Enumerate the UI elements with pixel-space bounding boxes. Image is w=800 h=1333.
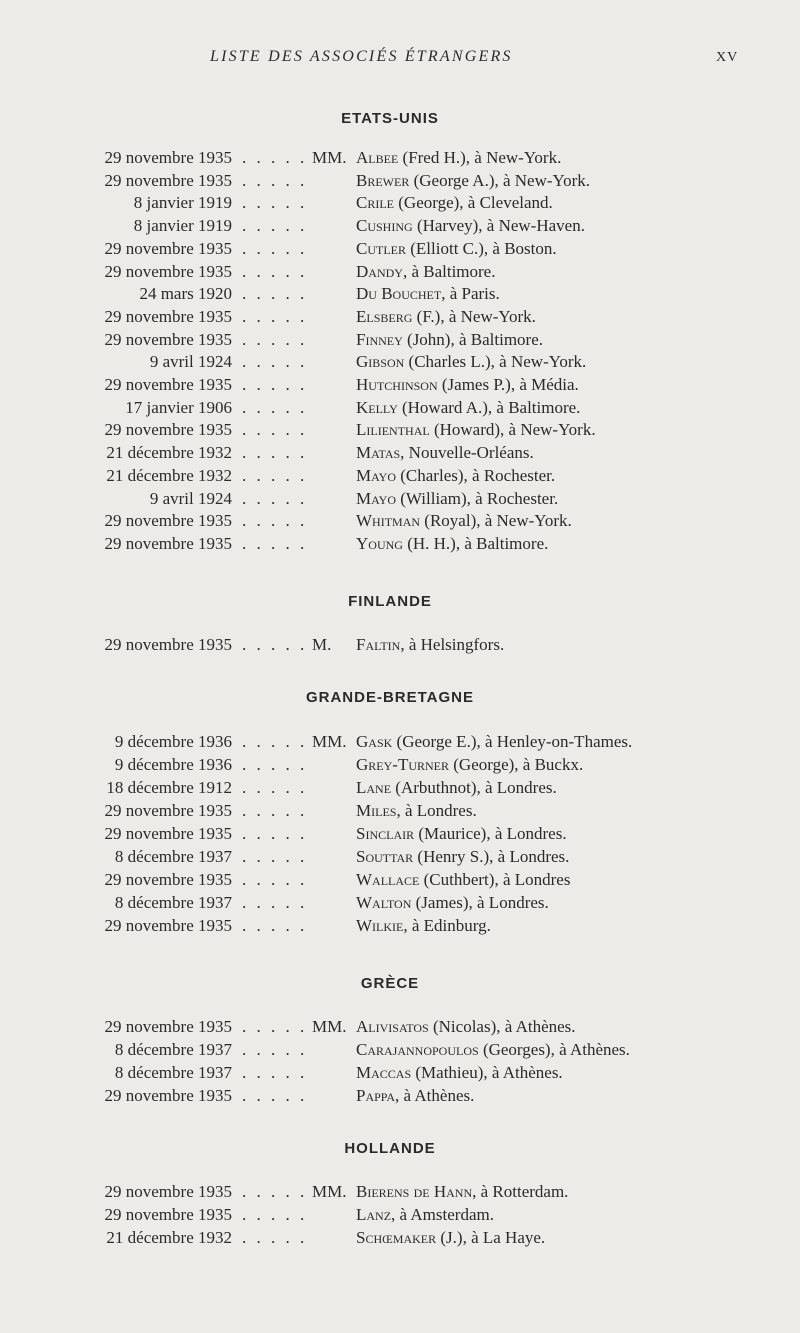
dot-leader: . . . . . <box>242 466 308 485</box>
dot-leader: . . . . . <box>242 916 308 935</box>
given-name-and-city: (Nicolas), à Athènes. <box>428 1017 576 1036</box>
surname: Young <box>356 534 403 553</box>
dot-leader: . . . . . <box>242 778 308 797</box>
surname: Pappa <box>356 1086 396 1105</box>
dot-leader: . . . . . <box>242 511 308 530</box>
associate-name <box>356 418 596 441</box>
given-name-and-city: , à Edinburg. <box>403 916 491 935</box>
dot-leader: . . . . . <box>242 755 308 774</box>
list-item <box>0 418 800 441</box>
list-item <box>0 396 800 419</box>
honorific: M. <box>312 635 332 654</box>
surname: Walton <box>356 893 412 912</box>
page-number: XV <box>716 50 739 65</box>
election-date: 29 novembre 1935 <box>104 307 232 326</box>
associate-name <box>356 305 536 328</box>
associate-name <box>356 487 558 510</box>
election-date: 29 novembre 1935 <box>104 870 232 889</box>
election-date: 29 novembre 1935 <box>104 511 232 530</box>
list-item <box>0 845 800 868</box>
election-date: 9 avril 1924 <box>149 352 232 371</box>
list-item <box>0 373 800 396</box>
election-date: 24 mars 1920 <box>139 284 232 303</box>
surname: Brewer <box>356 171 410 190</box>
given-name-and-city: (Royal), à New-York. <box>420 511 572 530</box>
list-item <box>0 464 800 487</box>
dot-leader: . . . . . <box>242 1228 308 1247</box>
election-date: 9 décembre 1936 <box>114 732 232 751</box>
given-name-and-city: (Mathieu), à Athènes. <box>411 1063 563 1082</box>
dot-leader: . . . . . <box>242 1086 308 1105</box>
associate-name <box>356 191 553 214</box>
associate-name <box>356 1203 494 1226</box>
associate-name <box>356 509 572 532</box>
given-name-and-city: (Howard), à New-York. <box>429 420 596 439</box>
list-item <box>0 633 800 656</box>
given-name-and-city: , Nouvelle-Orléans. <box>400 443 534 462</box>
election-date: 21 décembre 1932 <box>106 443 232 462</box>
election-date: 8 décembre 1937 <box>114 847 232 866</box>
surname: Elsberg <box>356 307 413 326</box>
given-name-and-city: (Arbuthnot), à Londres. <box>391 778 557 797</box>
list-item <box>0 532 800 555</box>
dot-leader: . . . . . <box>242 239 308 258</box>
dot-leader: . . . . . <box>242 1205 308 1224</box>
election-date: 29 novembre 1935 <box>104 534 232 553</box>
given-name-and-city: (Fred H.), à New-York. <box>398 148 562 167</box>
honorific: MM. <box>312 1182 347 1201</box>
section-title: HOLLANDE <box>344 1140 436 1157</box>
given-name-and-city: (Cuthbert), à Londres <box>419 870 571 889</box>
given-name-and-city: , à Amsterdam. <box>391 1205 494 1224</box>
given-name-and-city: (James P.), à Média. <box>437 375 579 394</box>
surname: Crile <box>356 193 394 212</box>
dot-leader: . . . . . <box>242 171 308 190</box>
surname: Albee <box>356 148 399 167</box>
election-date: 29 novembre 1935 <box>104 1205 232 1224</box>
surname: Finney <box>356 330 403 349</box>
dot-leader: . . . . . <box>242 330 308 349</box>
associate-name <box>356 822 567 845</box>
associate-name <box>356 260 495 283</box>
list-item <box>0 214 800 237</box>
honorific: MM. <box>312 1017 347 1036</box>
associate-name <box>356 1038 630 1061</box>
given-name-and-city: (George A.), à New-York. <box>409 171 591 190</box>
associate-name <box>356 730 632 753</box>
list-item <box>0 799 800 822</box>
surname: Kelly <box>356 398 398 417</box>
section-title: GRANDE-BRETAGNE <box>305 689 475 706</box>
associate-name <box>356 328 543 351</box>
dot-leader: . . . . . <box>242 262 308 281</box>
election-date: 9 décembre 1936 <box>114 755 232 774</box>
election-date: 29 novembre 1935 <box>104 1086 232 1105</box>
election-date: 8 janvier 1919 <box>133 193 232 212</box>
associate-name <box>356 914 491 937</box>
election-date: 18 décembre 1912 <box>106 778 232 797</box>
list-item <box>0 191 800 214</box>
associate-name <box>356 237 557 260</box>
election-date: 29 novembre 1935 <box>104 824 232 843</box>
list-item <box>0 169 800 192</box>
dot-leader: . . . . . <box>242 824 308 843</box>
dot-leader: . . . . . <box>242 1017 308 1036</box>
election-date: 29 novembre 1935 <box>104 239 232 258</box>
associate-name <box>356 776 557 799</box>
dot-leader: . . . . . <box>242 443 308 462</box>
associate-name <box>356 396 580 419</box>
given-name-and-city: (Maurice), à Londres. <box>414 824 567 843</box>
list-item <box>0 730 800 753</box>
associate-name <box>356 441 534 464</box>
list-item <box>0 1203 800 1226</box>
dot-leader: . . . . . <box>242 375 308 394</box>
list-item <box>0 1038 800 1061</box>
surname: Faltin <box>356 635 401 654</box>
surname: Lilienthal <box>356 420 430 439</box>
list-item <box>0 1180 800 1203</box>
dot-leader: . . . . . <box>242 420 308 439</box>
list-item <box>0 282 800 305</box>
page-header <box>0 46 800 76</box>
associate-name <box>356 464 555 487</box>
election-date: 29 novembre 1935 <box>104 375 232 394</box>
surname: Alivisatos <box>356 1017 429 1036</box>
list-item <box>0 1015 800 1038</box>
dot-leader: . . . . . <box>242 801 308 820</box>
surname: Whitman <box>356 511 421 530</box>
surname: Wallace <box>356 870 420 889</box>
election-date: 8 décembre 1937 <box>114 1040 232 1059</box>
surname: Wilkie <box>356 916 404 935</box>
surname: Gibson <box>356 352 405 371</box>
given-name-and-city: , à Rotterdam. <box>472 1182 569 1201</box>
given-name-and-city: (Charles), à Rochester. <box>396 466 556 485</box>
election-date: 29 novembre 1935 <box>104 635 232 654</box>
list-item <box>0 753 800 776</box>
list-item <box>0 260 800 283</box>
associate-name <box>356 169 590 192</box>
given-name-and-city: (Harvey), à New-Haven. <box>412 216 585 235</box>
associate-name <box>356 891 549 914</box>
surname: Mayo <box>356 466 397 485</box>
dot-leader: . . . . . <box>242 635 308 654</box>
election-date: 29 novembre 1935 <box>104 148 232 167</box>
associate-name <box>356 282 500 305</box>
given-name-and-city: (Henry S.), à Londres. <box>413 847 570 866</box>
list-item <box>0 441 800 464</box>
associate-name <box>356 799 477 822</box>
given-name-and-city: (George E.), à Henley-on-Thames. <box>392 732 633 751</box>
list-item <box>0 776 800 799</box>
associate-name <box>356 146 561 169</box>
given-name-and-city: (H. H.), à Baltimore. <box>402 534 549 553</box>
given-name-and-city: (Howard A.), à Baltimore. <box>397 398 581 417</box>
associate-name <box>356 633 504 656</box>
election-date: 29 novembre 1935 <box>104 916 232 935</box>
given-name-and-city: , à Helsingfors. <box>400 635 505 654</box>
surname: Carajannopoulos <box>356 1040 479 1059</box>
given-name-and-city: , à Baltimore. <box>402 262 496 281</box>
section-title: GRÈCE <box>360 975 420 992</box>
given-name-and-city: (Elliott C.), à Boston. <box>406 239 557 258</box>
list-item <box>0 146 800 169</box>
list-item <box>0 1226 800 1249</box>
surname: Schœmaker <box>356 1228 437 1247</box>
given-name-and-city: , à Athènes. <box>395 1086 475 1105</box>
list-item <box>0 305 800 328</box>
surname: Miles <box>356 801 397 820</box>
list-item <box>0 891 800 914</box>
associate-name <box>356 350 586 373</box>
given-name-and-city: (Charles L.), à New-York. <box>404 352 587 371</box>
dot-leader: . . . . . <box>242 216 308 235</box>
list-item <box>0 868 800 891</box>
dot-leader: . . . . . <box>242 732 308 751</box>
associate-name <box>356 1015 576 1038</box>
list-item <box>0 822 800 845</box>
associate-name <box>356 1226 545 1249</box>
election-date: 29 novembre 1935 <box>104 262 232 281</box>
election-date: 9 avril 1924 <box>149 489 232 508</box>
list-item <box>0 237 800 260</box>
dot-leader: . . . . . <box>242 1182 308 1201</box>
surname: Souttar <box>356 847 414 866</box>
list-item <box>0 1061 800 1084</box>
associate-name <box>356 753 583 776</box>
surname: Bierens de Hann <box>356 1182 473 1201</box>
election-date: 8 décembre 1937 <box>114 1063 232 1082</box>
dot-leader: . . . . . <box>242 148 308 167</box>
list-item <box>0 509 800 532</box>
surname: Cutler <box>356 239 406 258</box>
dot-leader: . . . . . <box>242 870 308 889</box>
list-item <box>0 487 800 510</box>
dot-leader: . . . . . <box>242 489 308 508</box>
given-name-and-city: (George), à Cleveland. <box>394 193 553 212</box>
associate-name <box>356 1084 474 1107</box>
dot-leader: . . . . . <box>242 307 308 326</box>
surname: Lane <box>356 778 392 797</box>
surname: Du Bouchet <box>356 284 442 303</box>
election-date: 21 décembre 1932 <box>106 1228 232 1247</box>
associate-name <box>356 532 548 555</box>
election-date: 29 novembre 1935 <box>104 1182 232 1201</box>
honorific: MM. <box>312 732 347 751</box>
given-name-and-city: (James), à Londres. <box>411 893 549 912</box>
given-name-and-city: (F.), à New-York. <box>412 307 536 326</box>
honorific: MM. <box>312 148 347 167</box>
list-item <box>0 328 800 351</box>
list-item <box>0 914 800 937</box>
associate-name <box>356 1061 563 1084</box>
election-date: 8 janvier 1919 <box>133 216 232 235</box>
list-item <box>0 350 800 373</box>
dot-leader: . . . . . <box>242 284 308 303</box>
dot-leader: . . . . . <box>242 398 308 417</box>
surname: Mayo <box>356 489 397 508</box>
given-name-and-city: (George), à Buckx. <box>449 755 584 774</box>
given-name-and-city: , à Paris. <box>441 284 500 303</box>
surname: Dandy <box>356 262 403 281</box>
given-name-and-city: (John), à Baltimore. <box>402 330 543 349</box>
surname: Sinclair <box>356 824 415 843</box>
associate-name <box>356 373 579 396</box>
given-name-and-city: (William), à Rochester. <box>396 489 559 508</box>
associate-name <box>356 214 585 237</box>
associate-name <box>356 845 569 868</box>
list-item <box>0 1084 800 1107</box>
election-date: 8 décembre 1937 <box>114 893 232 912</box>
surname: Hutchinson <box>356 375 438 394</box>
surname: Maccas <box>356 1063 412 1082</box>
given-name-and-city: (J.), à La Haye. <box>436 1228 546 1247</box>
given-name-and-city: , à Londres. <box>396 801 477 820</box>
associate-name <box>356 868 570 891</box>
associate-name <box>356 1180 568 1203</box>
election-date: 29 novembre 1935 <box>104 801 232 820</box>
surname: Matas <box>356 443 401 462</box>
dot-leader: . . . . . <box>242 1063 308 1082</box>
election-date: 29 novembre 1935 <box>104 330 232 349</box>
election-date: 17 janvier 1906 <box>125 398 232 417</box>
election-date: 21 décembre 1932 <box>106 466 232 485</box>
dot-leader: . . . . . <box>242 193 308 212</box>
election-date: 29 novembre 1935 <box>104 171 232 190</box>
section-title: FINLANDE <box>348 593 432 610</box>
dot-leader: . . . . . <box>242 352 308 371</box>
surname: Gask <box>356 732 393 751</box>
dot-leader: . . . . . <box>242 1040 308 1059</box>
dot-leader: . . . . . <box>242 534 308 553</box>
section-title: ETATS-UNIS <box>341 110 439 127</box>
dot-leader: . . . . . <box>242 847 308 866</box>
surname: Grey-Turner <box>356 755 449 774</box>
surname: Cushing <box>356 216 413 235</box>
election-date: 29 novembre 1935 <box>104 1017 232 1036</box>
running-title: LISTE DES ASSOCIÉS ÉTRANGERS <box>210 48 513 65</box>
given-name-and-city: (Georges), à Athènes. <box>478 1040 630 1059</box>
election-date: 29 novembre 1935 <box>104 420 232 439</box>
surname: Lanz <box>356 1205 392 1224</box>
dot-leader: . . . . . <box>242 893 308 912</box>
